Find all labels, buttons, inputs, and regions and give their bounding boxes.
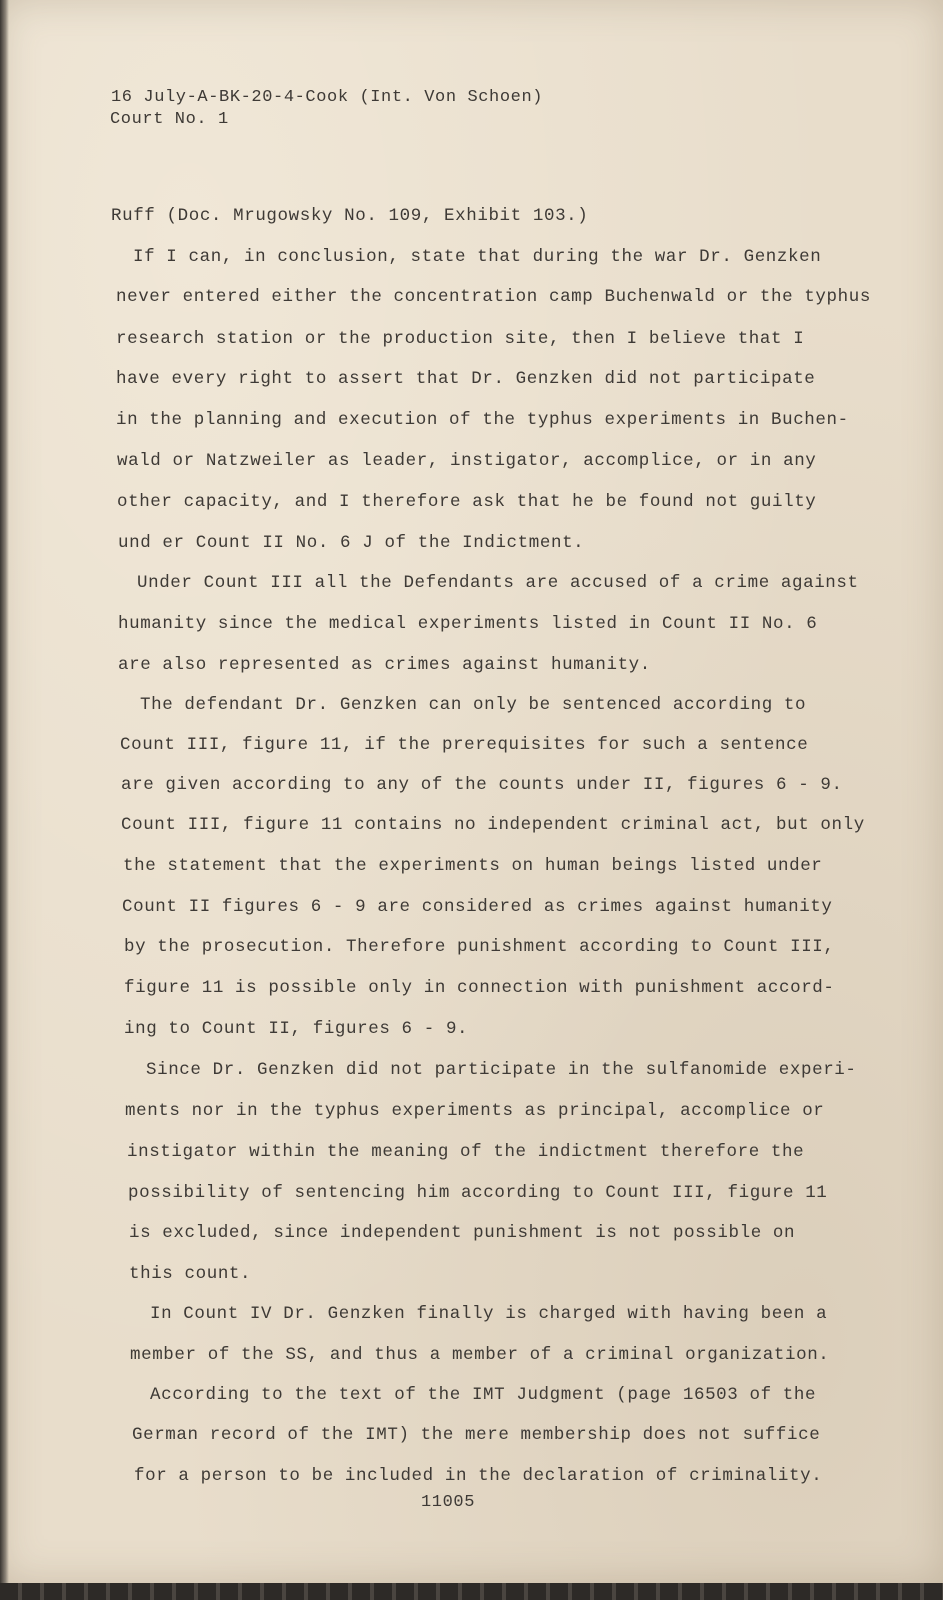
body-line: the statement that the experiments on human beings listed under (123, 856, 823, 876)
page-number: 11005 (421, 1493, 476, 1512)
body-line: The defendant Dr. Genzken can only be sentenced according to (140, 695, 807, 715)
page-left-edge (0, 0, 9, 1583)
body-line: other capacity, and I therefore ask that he be found not guilty (117, 492, 817, 512)
body-line: figure 11 is possible only in connection with punishment accord- (124, 978, 835, 998)
body-line: ments nor in the typhus experiments as principal, accomplice or (125, 1101, 825, 1121)
body-line: in the planning and execution of the typhus experiments in Buchen- (116, 410, 849, 430)
body-line: for a person to be included in the declaration of criminality. (134, 1466, 823, 1486)
body-line: In Count IV Dr. Genzken finally is charged with having been a (150, 1304, 828, 1324)
body-line: wald or Natzweiler as leader, instigator, accomplice, or in any (117, 451, 817, 471)
body-line: instigator within the meaning of the indictment therefore the (127, 1142, 805, 1162)
body-line: possibility of sentencing him according to Count III, figure 11 (128, 1183, 828, 1203)
body-line: humanity since the medical experiments listed in Count II No. 6 (118, 614, 818, 634)
body-line: by the prosecution. Therefore punishment according to Count III, (124, 937, 835, 957)
body-line: have every right to assert that Dr. Genzken did not participate (116, 369, 816, 389)
body-line: member of the SS, and thus a member of a criminal organization. (130, 1345, 830, 1365)
body-line: Count II figures 6 - 9 are considered as crimes against humanity (122, 897, 833, 917)
body-line: never entered either the concentration camp Buchenwald or the typhus (116, 287, 871, 307)
body-line: are also represented as crimes against humanity. (118, 655, 651, 675)
body-line: Ruff (Doc. Mrugowsky No. 109, Exhibit 103.) (111, 206, 589, 226)
body-line: und er Count II No. 6 J of the Indictment. (118, 533, 585, 553)
header-reference: 16 July-A-BK-20-4-Cook (Int. Von Schoen) (111, 88, 544, 107)
body-line: Count III, figure 11, if the prerequisites for such a sentence (120, 735, 809, 755)
body-line: research station or the production site, then I believe that I (116, 329, 805, 349)
header-court: Court No. 1 (110, 110, 229, 129)
scan-bottom-edge (0, 1583, 943, 1600)
body-line: Under Count III all the Defendants are accused of a crime against (137, 573, 859, 593)
body-line: are given according to any of the counts under II, figures 6 - 9. (121, 775, 843, 795)
body-line: Count III, figure 11 contains no independent criminal act, but only (121, 815, 865, 835)
body-line: this count. (129, 1264, 252, 1284)
body-line: According to the text of the IMT Judgment (page 16503 of the (150, 1385, 817, 1405)
body-line: If I can, in conclusion, state that during the war Dr. Genzken (133, 247, 822, 267)
body-line: is excluded, since independent punishment is not possible on (129, 1223, 796, 1243)
body-line: ing to Count II, figures 6 - 9. (124, 1019, 469, 1039)
body-line: Since Dr. Genzken did not participate in the sulfanomide experi- (146, 1060, 857, 1080)
body-line: German record of the IMT) the mere membership does not suffice (132, 1425, 821, 1445)
